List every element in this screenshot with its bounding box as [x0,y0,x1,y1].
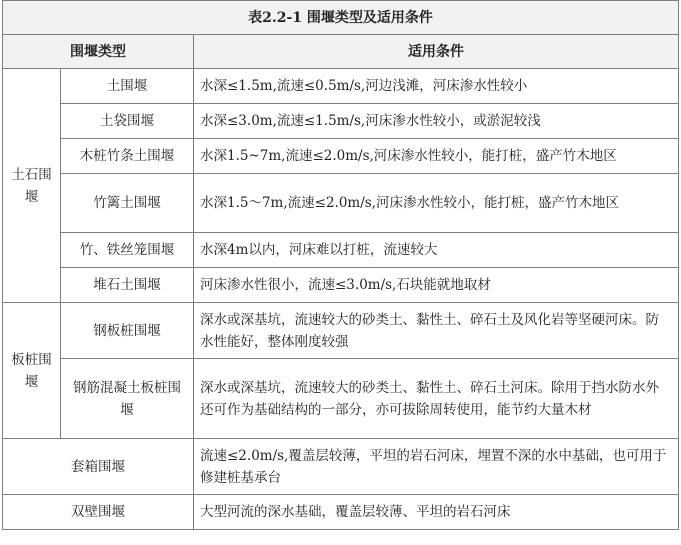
row-type: 土围堰 [61,69,194,104]
table-row [3,439,679,495]
row-condition: 水深≤1.5m,流速≤0.5m/s,河边浅滩，河床渗水性较小 [194,69,679,104]
table-row [3,139,679,174]
row-condition: 水深1.5～7m,流速≤2.0m/s,河床渗水性较小，能打桩，盛产竹木地区 [194,174,679,233]
header-condition: 适用条件 [194,35,679,69]
header-type: 围堰类型 [3,35,194,69]
row-type: 堆石土围堰 [61,268,194,303]
table-row [3,69,679,104]
table-row [3,303,679,359]
table-row [3,233,679,268]
group-earth-rock: 土石围堰 [3,69,61,303]
row-condition: 水深1.5~7m,流速≤2.0m/s,河床渗水性较小，能打桩，盛产竹木地区 [194,139,679,174]
table-row [3,104,679,139]
row-condition: 水深≤3.0m,流速≤1.5m/s,河床渗水性较小，或淤泥较浅 [194,104,679,139]
table-title: 表2.2-1 围堰类型及适用条件 [3,1,679,35]
row-type: 钢筋混凝土板桩围堰 [61,359,194,439]
row-condition: 水深4m以内，河床难以打桩，流速较大 [194,233,679,268]
table-title-row [3,1,679,35]
row-type: 木桩竹条土围堰 [61,139,194,174]
row-condition: 深水或深基坑，流速较大的砂类土、黏性土、碎石土及风化岩等坚硬河床。防水性能好，整体刚度较强 [194,303,679,359]
row-type: 钢板桩围堰 [61,303,194,359]
group-sheet-pile: 板桩围堰 [3,303,61,439]
row-condition: 深水或深基坑，流速较大的砂类土、黏性土、碎石土河床。除用于挡水防水外还可作为基础结构的一部分，亦可拔除周转使用，能节约大量木材 [194,359,679,439]
row-type: 双壁围堰 [3,495,194,530]
row-type: 竹篱土围堰 [61,174,194,233]
table-row [3,174,679,233]
row-type: 套箱围堰 [3,439,194,495]
table-header-row [3,35,679,69]
row-condition: 河床渗水性很小，流速≤3.0m/s,石块能就地取材 [194,268,679,303]
row-type: 竹、铁丝笼围堰 [61,233,194,268]
row-type: 土袋围堰 [61,104,194,139]
table-row [3,495,679,530]
cofferdam-table [2,0,679,530]
row-condition: 大型河流的深水基础，覆盖层较薄、平坦的岩石河床 [194,495,679,530]
table-row [3,359,679,439]
row-condition: 流速≤2.0m/s,覆盖层较薄，平坦的岩石河床，埋置不深的水中基础，也可用于修建桩基承台 [194,439,679,495]
table-row [3,268,679,303]
